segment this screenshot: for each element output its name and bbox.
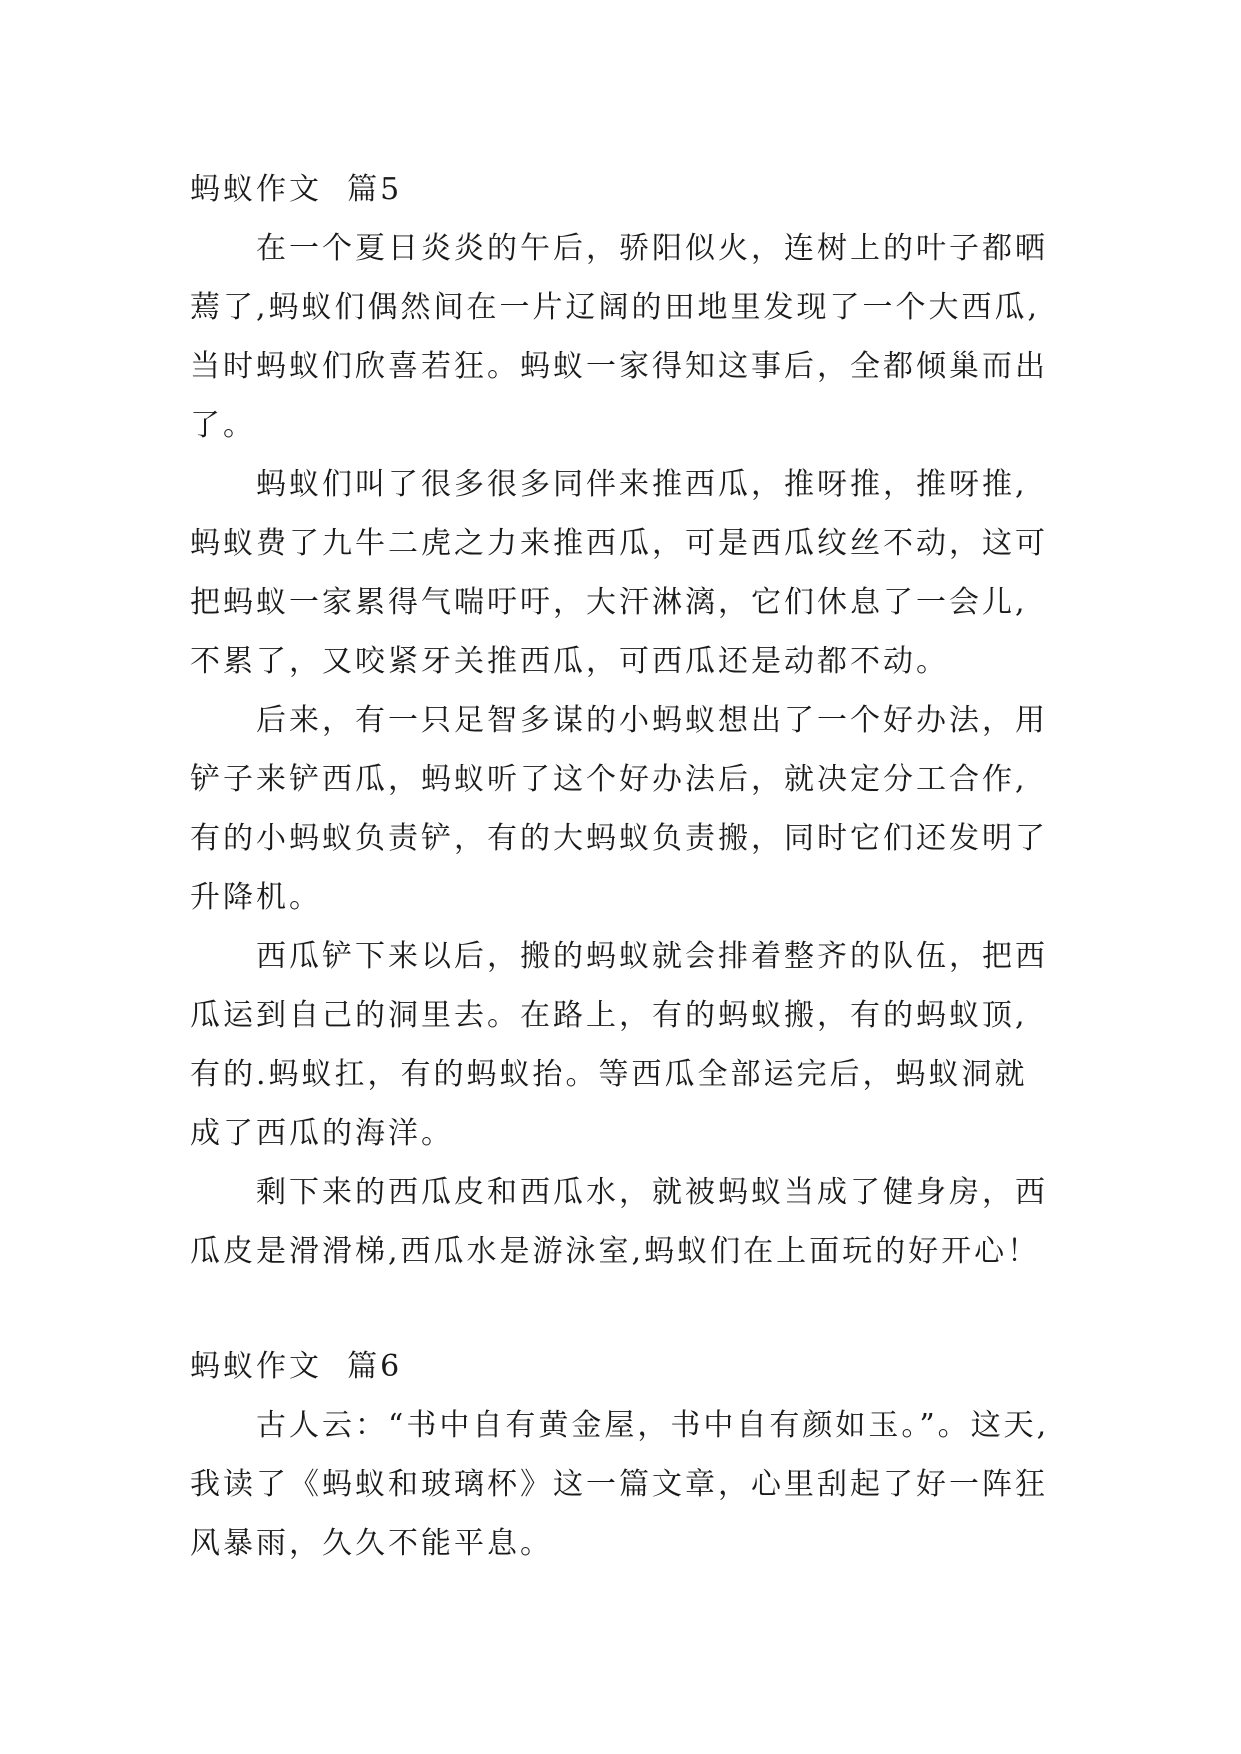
text-line: 了。 <box>190 408 256 443</box>
paragraph <box>190 927 1090 1163</box>
essay-section-5 <box>190 160 1090 1281</box>
section-spacer <box>190 1281 1090 1337</box>
document-body <box>190 160 1090 1573</box>
text-line: 瓜运到自己的洞里去。在路上，有的蚂蚁搬，有的蚂蚁顶, <box>190 998 1028 1033</box>
paragraph <box>190 1396 1090 1573</box>
paragraph <box>190 455 1090 691</box>
text-line: 升降机。 <box>190 880 322 915</box>
paragraph <box>190 219 1090 455</box>
text-line: 铲子来铲西瓜，蚂蚁听了这个好办法后，就决定分工合作, <box>190 762 1028 797</box>
text-line: 成了西瓜的海洋。 <box>190 1116 454 1151</box>
text-line: 古人云：“书中自有黄金屋，书中自有颜如玉。”。这天, <box>256 1408 1050 1443</box>
text-line: 瓜皮是滑滑梯,西瓜水是游泳室,蚂蚁们在上面玩的好开心！ <box>190 1234 1041 1269</box>
essay-section-6 <box>190 1337 1090 1573</box>
paragraph <box>190 691 1090 927</box>
section-heading: 蚂蚁作文 篇5 <box>190 172 403 207</box>
text-line: 剩下来的西瓜皮和西瓜水，就被蚂蚁当成了健身房，西 <box>256 1175 1048 1210</box>
text-line: 西瓜铲下来以后，搬的蚂蚁就会排着整齐的队伍，把西 <box>256 939 1048 974</box>
text-line: 蚂蚁们叫了很多很多同伴来推西瓜，推呀推，推呀推, <box>256 467 1028 502</box>
section-heading: 蚂蚁作文 篇6 <box>190 1349 403 1384</box>
text-line: 在一个夏日炎炎的午后，骄阳似火，连树上的叶子都晒 <box>256 231 1048 266</box>
text-line: 有的.蚂蚁扛，有的蚂蚁抬。等西瓜全部运完后，蚂蚁洞就 <box>190 1057 1028 1092</box>
text-line: 后来，有一只足智多谋的小蚂蚁想出了一个好办法，用 <box>256 703 1048 738</box>
paragraph <box>190 1163 1090 1281</box>
text-line: 风暴雨，久久不能平息。 <box>190 1526 553 1561</box>
text-line: 蔫了,蚂蚁们偶然间在一片辽阔的田地里发现了一个大西瓜, <box>190 290 1041 325</box>
text-line: 蚂蚁费了九牛二虎之力来推西瓜，可是西瓜纹丝不动，这可 <box>190 526 1048 561</box>
text-line: 当时蚂蚁们欣喜若狂。蚂蚁一家得知这事后，全都倾巢而出 <box>190 349 1048 384</box>
text-line: 我读了《蚂蚁和玻璃杯》这一篇文章，心里刮起了好一阵狂 <box>190 1467 1048 1502</box>
text-line: 不累了，又咬紧牙关推西瓜，可西瓜还是动都不动。 <box>190 644 949 679</box>
text-line: 有的小蚂蚁负责铲，有的大蚂蚁负责搬，同时它们还发明了 <box>190 821 1048 856</box>
text-line: 把蚂蚁一家累得气喘吁吁，大汗淋漓，它们休息了一会儿, <box>190 585 1028 620</box>
